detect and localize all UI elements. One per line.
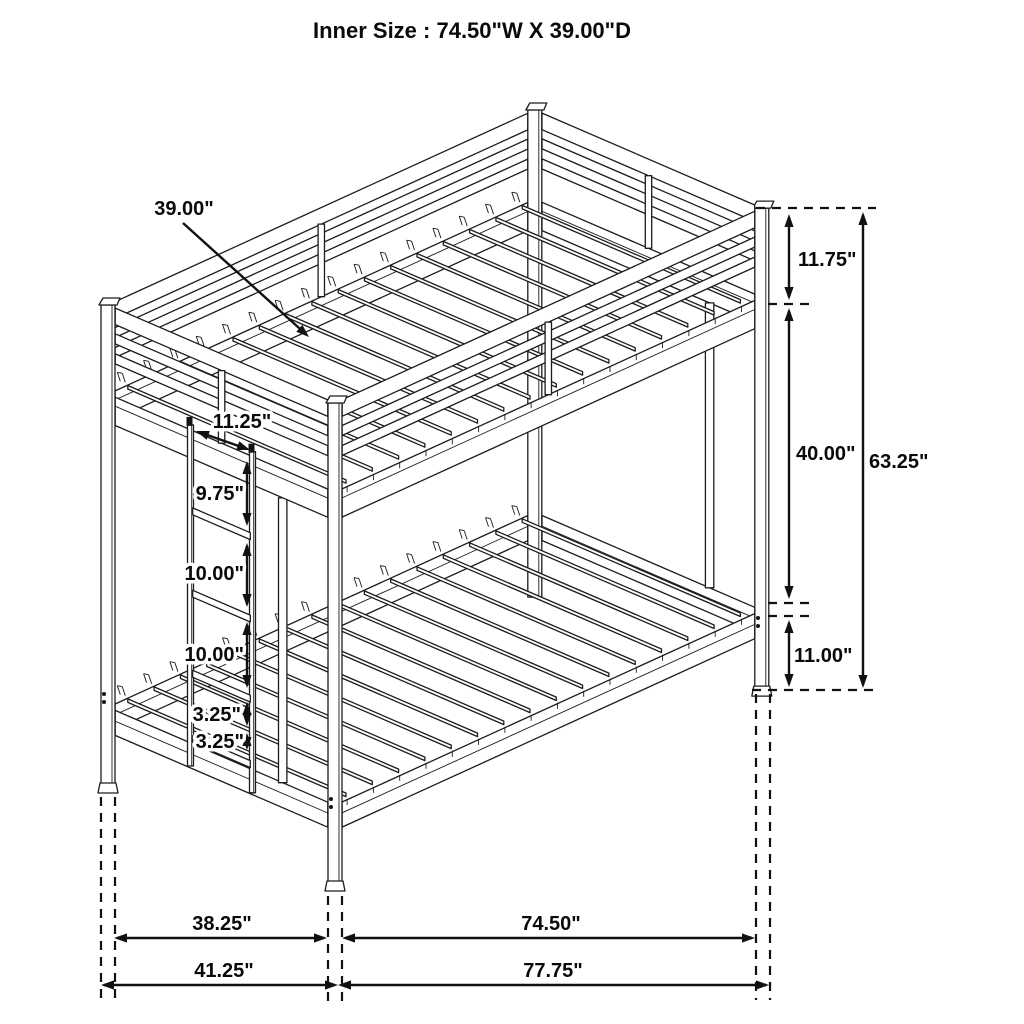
overall-height-label: 63.25" xyxy=(869,451,929,473)
outer-depth-label: 41.25" xyxy=(194,960,254,982)
ladder-spacing-low1-label: 3.25" xyxy=(192,704,241,726)
ladder-spacing-mid1-label: 10.00" xyxy=(184,563,244,585)
slat-callout-label: 39.00" xyxy=(154,198,214,220)
guardrail-height-label: 11.75" xyxy=(798,249,857,271)
bunk-gap-height-label: 40.00" xyxy=(796,443,856,465)
ladder-rung-width-label: 11.25" xyxy=(212,411,272,433)
diagram-title: Inner Size : 74.50"W X 39.00"D xyxy=(313,18,631,43)
inner-depth-label: 38.25" xyxy=(192,913,252,935)
inner-width-label: 74.50" xyxy=(521,913,581,935)
outer-width-label: 77.75" xyxy=(523,960,583,982)
ladder-spacing-low2-label: 3.25" xyxy=(195,731,244,753)
lower-bunk-height-label: 11.00" xyxy=(794,645,853,667)
ladder-spacing-mid2-label: 10.00" xyxy=(184,644,244,666)
ladder-spacing-top-label: 9.75" xyxy=(195,483,244,505)
